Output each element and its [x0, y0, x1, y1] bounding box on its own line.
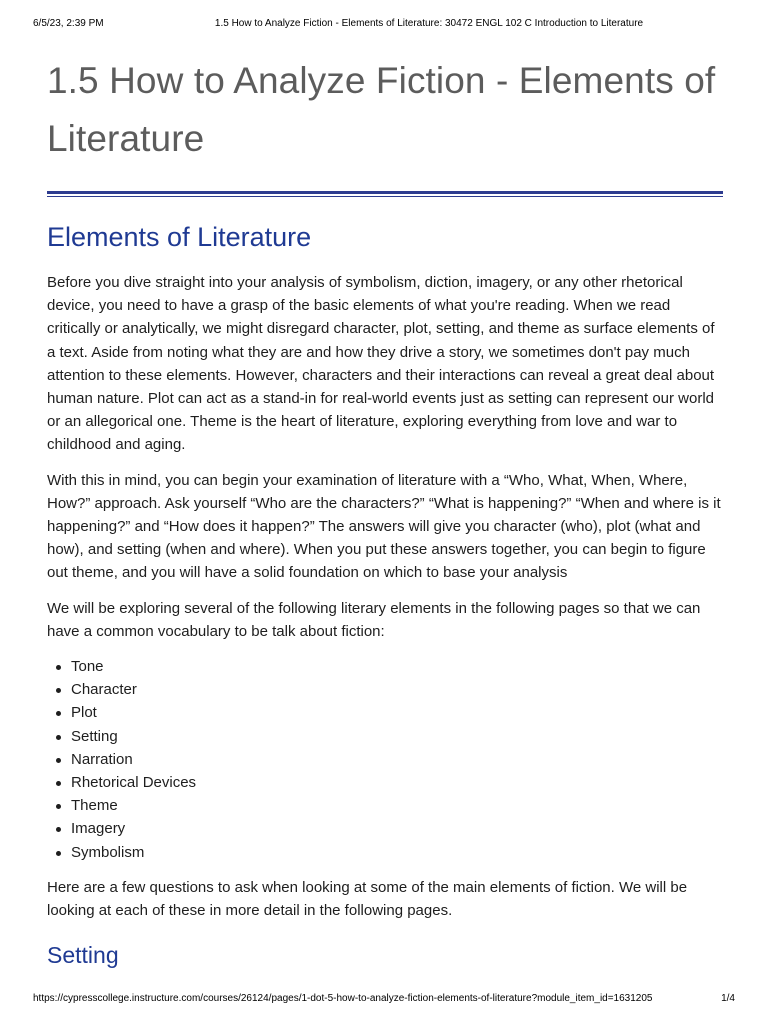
sub-heading-setting: Setting — [47, 942, 119, 969]
list-item: Narration — [71, 748, 723, 771]
literary-elements-list — [47, 655, 723, 864]
paragraph-approach: With this in mind, you can begin your examination of literature with a “Who, What, When, Where, How?” approach. Ask yourself “Who are the characters?” “What is happening?” “When and where is it happening?” and “How does it happen?” The answers will give you character (who), plot (what and how), and setting (when and where). When you put these answers together, you can begin to figure out theme, and you will have a solid foundation on which to base your analysis — [47, 471, 721, 582]
paragraph-questions: Here are a few questions to ask when looking at some of the main elements of fiction. We will be looking at each of these in more detail in the following pages. — [47, 878, 688, 920]
print-url: https://cypresscollege.instructure.com/courses/26124/pages/1-dot-5-how-to-analyze-fiction-elements-of-literature?module_item_id=1631205 — [33, 993, 653, 1004]
list-item: Tone — [71, 655, 723, 678]
print-page-title: 1.5 How to Analyze Fiction - Elements of Literature: 30472 ENGL 102 C Introduction to Literature — [214, 18, 644, 29]
list-item: Character — [71, 678, 723, 701]
paragraph-vocabulary: We will be exploring several of the following literary elements in the following pages so that we can have a common vocabulary to be talk about fiction: — [47, 599, 701, 640]
list-item: Plot — [71, 701, 723, 724]
title-divider-thin — [47, 196, 723, 197]
list-item: Theme — [71, 794, 723, 817]
list-item: Rhetorical Devices — [71, 771, 723, 794]
list-item: Symbolism — [71, 841, 723, 864]
print-page-number: 1/4 — [721, 993, 735, 1004]
title-divider — [47, 191, 723, 194]
print-date: 6/5/23, 2:39 PM — [33, 18, 104, 29]
list-item: Setting — [71, 725, 723, 748]
page-title: 1.5 How to Analyze Fiction - Elements of Literature — [47, 60, 716, 159]
list-item: Imagery — [71, 817, 723, 840]
paragraph-intro: Before you dive straight into your analysis of symbolism, diction, imagery, or any other rhetorical device, you need to have a grasp of the basic elements of what you're reading. When we read critically or analytically, we might disregard character, plot, setting, and theme as surface elements of a text. Aside from noting what they are and how they drive a story, we sometimes don't pay much attention to these elements. However, characters and their interactions can reveal a great deal about human nature. Plot can act as a stand-in for real-world events just as setting can represent our world or an allegorical one. Theme is the heart of literature, exploring everything from love and war to childhood and aging. — [47, 274, 715, 454]
section-heading-elements: Elements of Literature — [47, 222, 312, 252]
print-header — [33, 17, 735, 31]
print-footer — [33, 992, 735, 1006]
page-content — [47, 52, 723, 970]
